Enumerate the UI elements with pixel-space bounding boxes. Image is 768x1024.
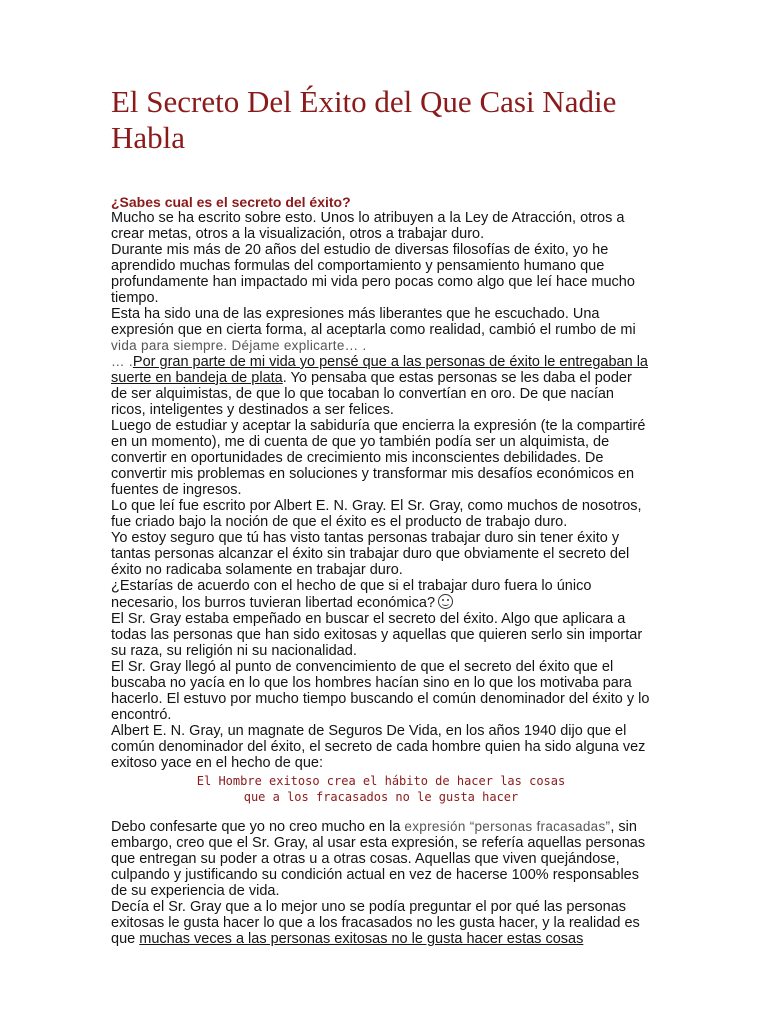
ellipsis-prefix: … . [111,354,133,369]
paragraph-belief-rest: . Yo pensaba que estas personas se les daba el poder de ser alquimistas, de que lo que tocaban lo convertían en oro. De que nacían ricos, inteligentes y destinados a ser felices. [111,370,632,418]
paragraph-closing-underlined: muchas veces a las personas exitosas no le gusta hacer estas cosas [139,931,584,947]
paragraph-closing-a: Decía el Sr. Gray que a lo mejor uno se podía preguntar el por qué las personas exitosas le gusta hacer lo que a los fracasados no les gusta hacer, y la realidad es que [111,899,640,947]
paragraph-question-text: ¿Estarías de acuerdo con el hecho de que si el trabajar duro fuera lo único necesario, los burros tuvieran libertad económica? [111,578,592,611]
paragraph-expression-text: Esta ha sido una de las expresiones más liberantes que he escuchado. Una expresión que en cierta forma, al aceptarla como realidad, cambió el rumbo de mi [111,306,636,338]
paragraph-conviction: El Sr. Gray llegó al punto de convencimiento de que el secreto del éxito que el buscaba no yacía en lo que los hombres hacían sino en lo que los motivaba para hacerlo. El estuvo por mucho tiempo buscando el común denominador del éxito y lo encontró. [111,659,650,723]
paragraph-belief [111,354,651,418]
paragraph-magnate: Albert E. N. Gray, un magnate de Seguros De Vida, en los años 1940 dijo que el común denominador del éxito, el secreto de cada hombre quien ha sido alguna vez exitoso yace en el hecho de que: [111,723,646,771]
paragraph-closing [111,899,651,947]
paragraph-confession [111,819,651,899]
paragraph-experience: Durante mis más de 20 años del estudio de diversas filosofías de éxito, yo he aprendido muchas formulas del comportamiento y pensamiento humano que profundamente han impactado mi vida pero pocas como algo que leí hace mucho tiempo. [111,242,635,306]
paragraph-expression-tail: vida para siempre. Déjame explicarte… . [111,338,367,353]
paragraph-confession-b: expresión “personas fracasadas” [404,819,611,834]
paragraph-search: El Sr. Gray estaba empeñado en buscar el secreto del éxito. Algo que aplicara a todas las personas que han sido exitosas y aquellas que quieren serlo sin importar su raza, su religión ni su nacionalidad. [111,611,643,659]
paragraph-alchemist: Luego de estudiar y aceptar la sabiduría que encierra la expresión (te la compartiré en un momento), me di cuenta de que yo también podía ser un alquimista, de convertir en oportunidades de crecimiento mis inconscientes debilidades. De convertir mis problemas en soluciones y transformar mis desafíos económicos en fuentes de ingresos. [111,418,646,498]
paragraph-confession-c: , sin embargo, creo que el Sr. Gray, al usar esta expresión, se refería aquellas personas que entregan su poder a otras u a otras cosas. Aquellas que viven quejándose, culpando y justificando su condición actual en vez de hacerse 100% responsables de su experiencia de vida. [111,819,646,899]
paragraph-intro: Mucho se ha escrito sobre esto. Unos lo atribuyen a la Ley de Atracción, otros a crear metas, otros a la visualización, otros a trabajar duro. [111,210,625,242]
quote-line-2: que a los fracasados no le gusta hacer [243,790,519,804]
document-page [111,84,651,947]
paragraph-question [111,578,651,611]
paragraph-confession-a: Debo confesarte que yo no creo mucho en la [111,819,405,835]
paragraph-gray: Lo que leí fue escrito por Albert E. N. Gray. El Sr. Gray, como muchos de nosotros, fue criado bajo la noción de que el éxito es el producto de trabajo duro. [111,498,642,530]
paragraph-hard-work: Yo estoy seguro que tú has visto tantas personas trabajar duro sin tener éxito y tantas personas alcanzar el éxito sin trabajar duro que obviamente el secreto del éxito no radicaba solamente en trabajar duro. [111,530,630,578]
highlight-quote [111,773,651,805]
underlined-text: Por gran parte de mi vida yo pensé que a las personas de éxito le entregaban la suerte en bandeja de plata [111,354,648,386]
page-title: El Secreto Del Éxito del Que Casi Nadie Habla [111,84,617,155]
section-heading: ¿Sabes cual es el secreto del éxito? [111,194,351,210]
winking-face-icon [438,594,453,609]
paragraph-expression [111,306,651,354]
quote-line-1: El Hombre exitoso crea el hábito de hacer las cosas [196,774,566,788]
